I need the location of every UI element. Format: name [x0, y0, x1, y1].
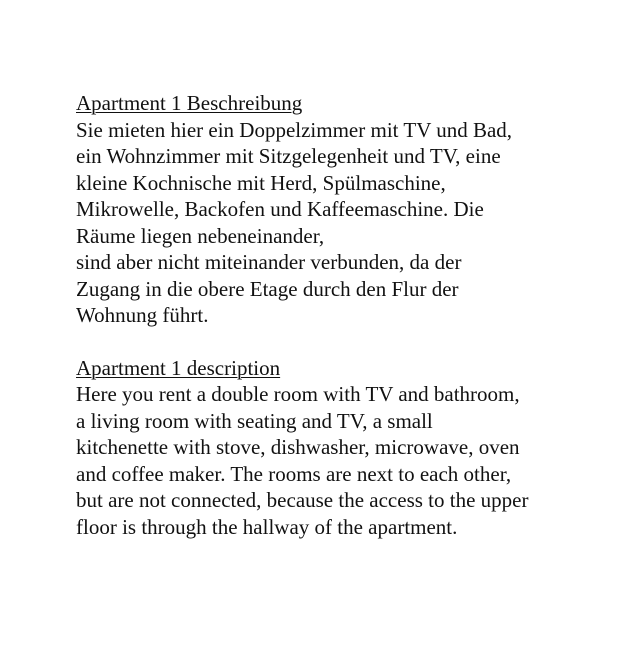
english-line-1: Here you rent a double room with TV and bathroom,: [76, 382, 520, 406]
german-line-4: Mikrowelle, Backofen und Kaffeemaschine. Die: [76, 197, 484, 221]
german-heading: Apartment 1 Beschreibung: [76, 91, 303, 115]
english-heading: Apartment 1 description: [76, 355, 281, 380]
german-line-5: Räume liegen nebeneinander,: [76, 223, 325, 248]
english-line-5: but are not connected, because the access to the upper: [76, 488, 529, 512]
german-line-6: sind aber nicht miteinander verbunden, da der: [76, 250, 462, 274]
english-section: [76, 355, 606, 541]
german-line-7: Zugang in die obere Etage durch den Flur der: [76, 276, 459, 301]
german-line-2: ein Wohnzimmer mit Sitzgelegenheit und TV, eine: [76, 144, 501, 168]
english-line-6: floor is through the hallway of the apartment.: [76, 514, 458, 539]
german-line-1: Sie mieten hier ein Doppelzimmer mit TV und Bad,: [76, 117, 513, 142]
german-line-3: kleine Kochnische mit Herd, Spülmaschine,: [76, 170, 446, 195]
german-section: [76, 90, 606, 329]
german-line-8: Wohnung führt.: [76, 303, 209, 327]
english-line-4: and coffee maker. The rooms are next to each other,: [76, 461, 512, 486]
document-body: [76, 90, 606, 540]
english-line-2: a living room with seating and TV, a small: [76, 408, 433, 433]
english-line-3: kitchenette with stove, dishwasher, microwave, oven: [76, 435, 520, 459]
